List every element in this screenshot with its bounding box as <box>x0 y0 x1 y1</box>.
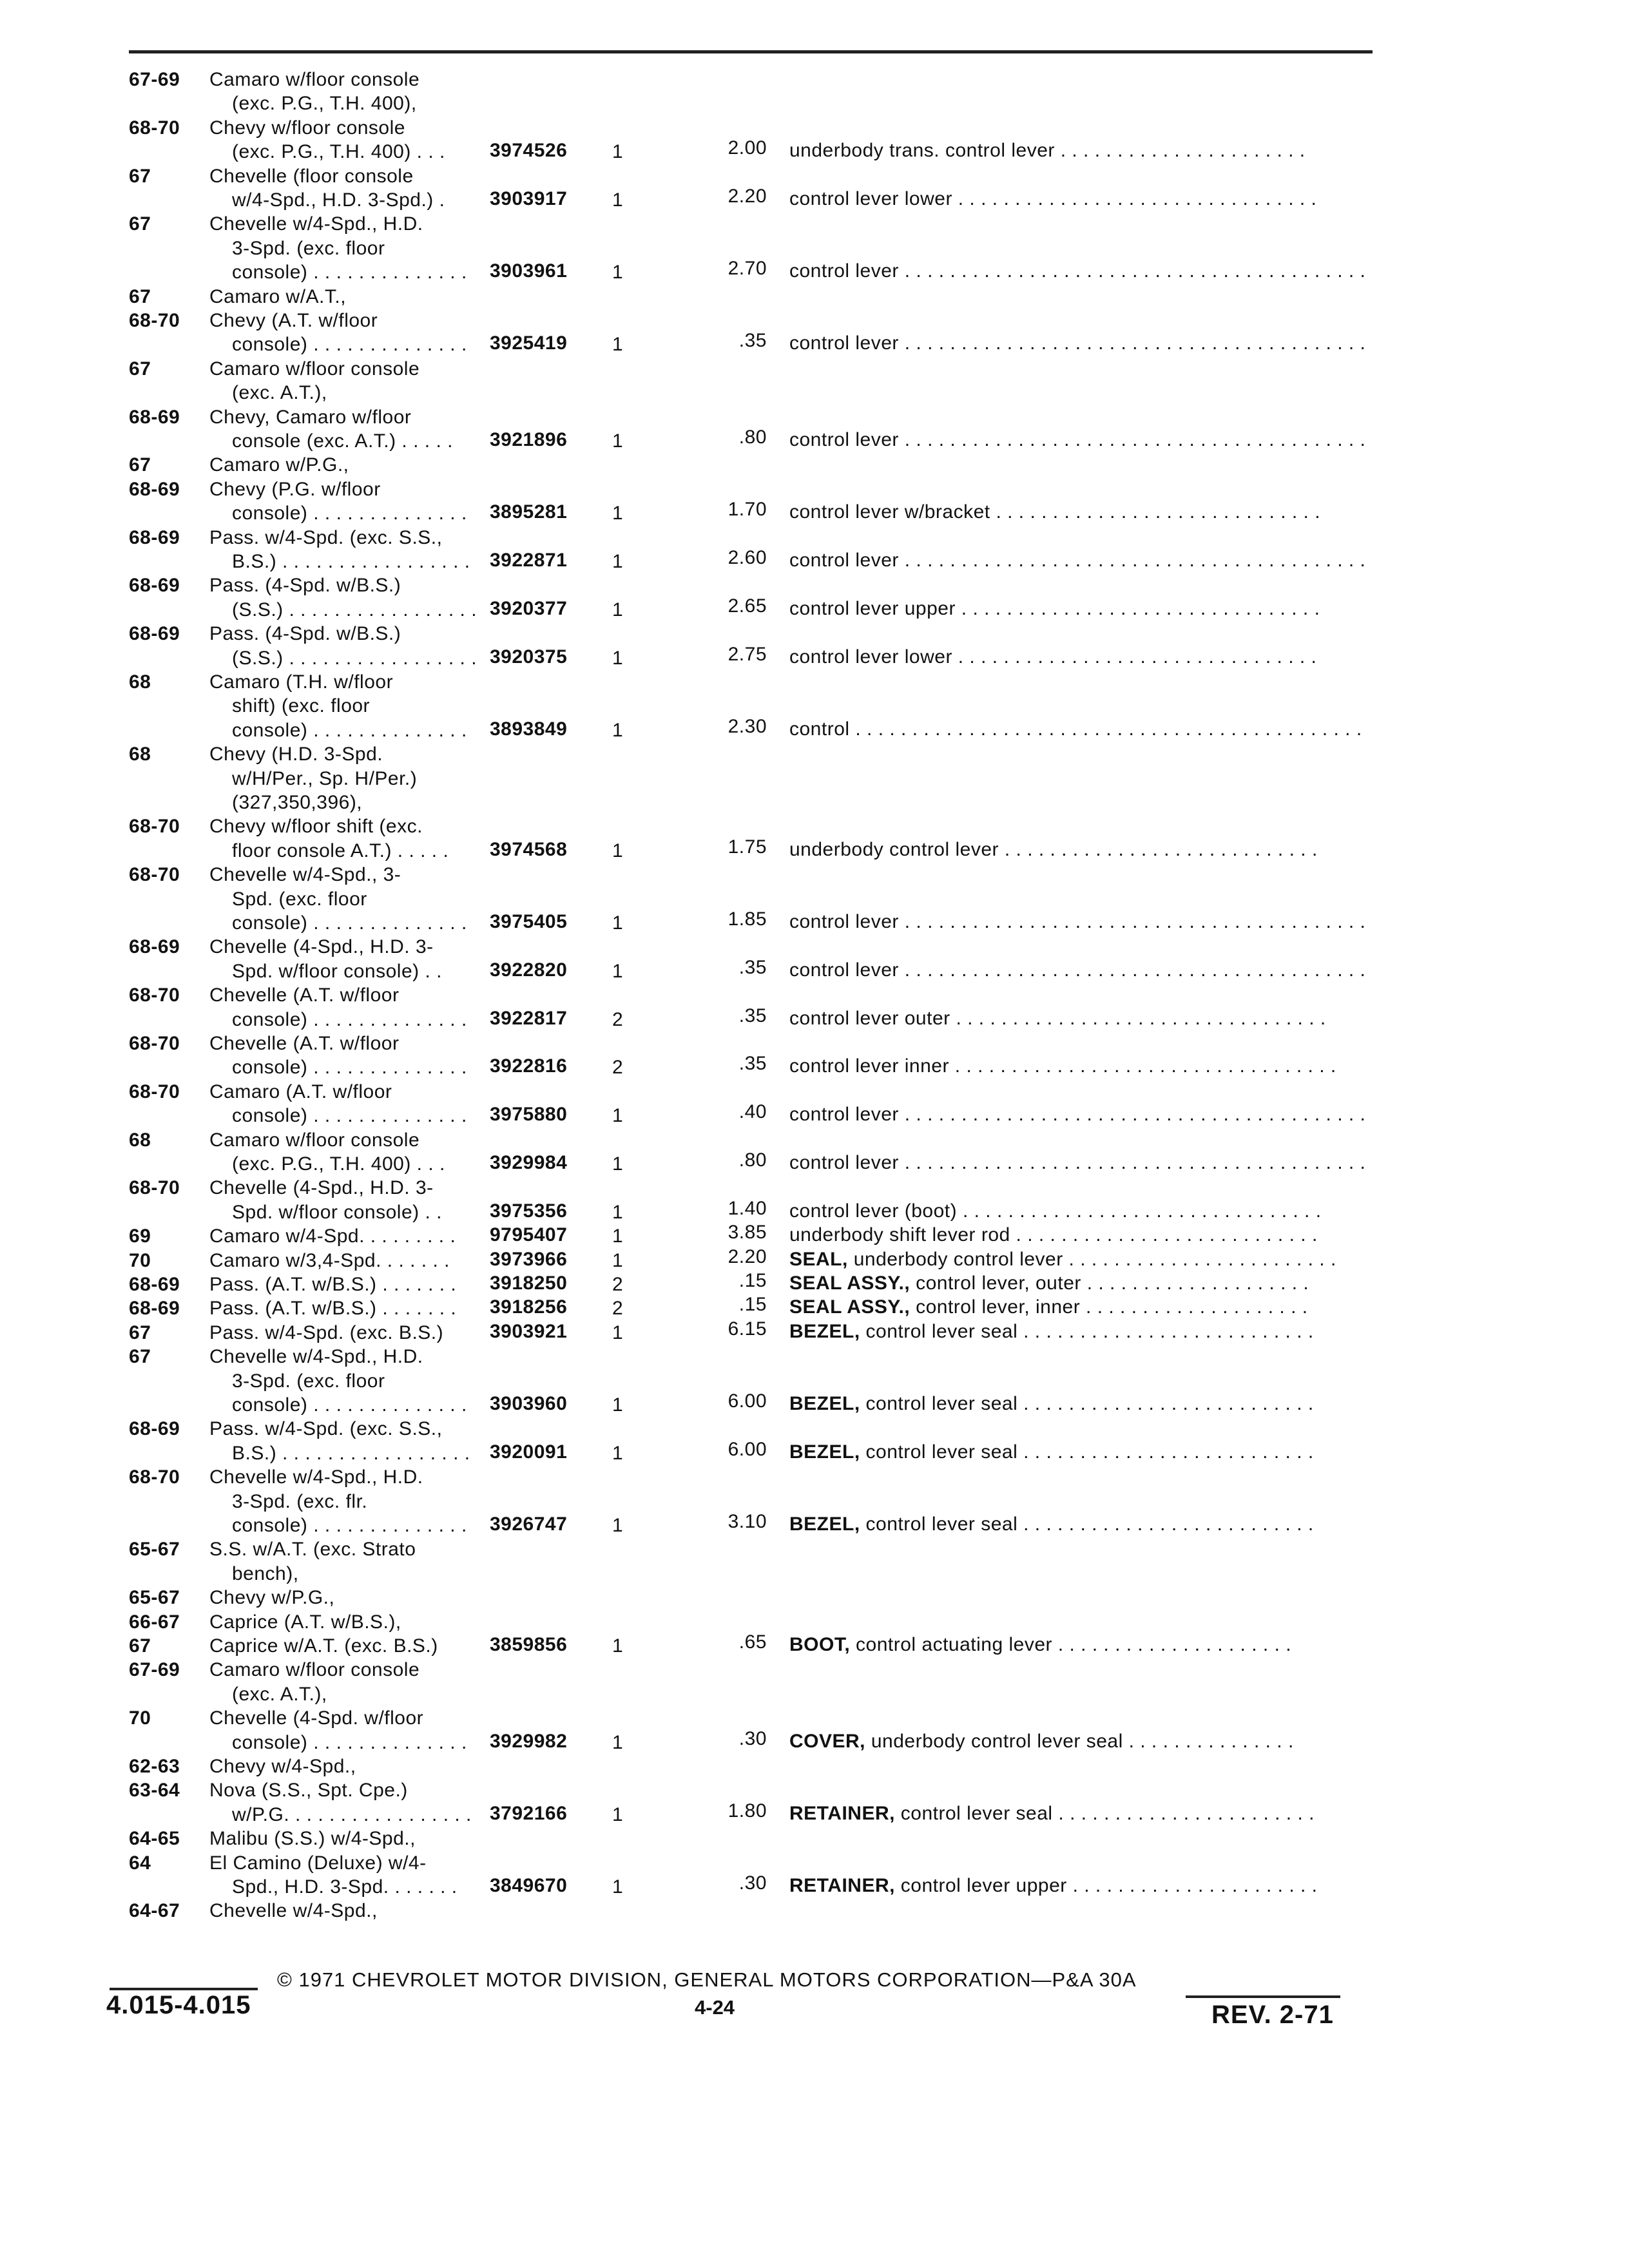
application-text: Pass. (A.T. w/B.S.) . . . . . . . <box>209 1298 457 1319</box>
part-number: 3974568 <box>490 839 568 860</box>
model-years: 66-67 <box>129 1611 180 1633</box>
part-number: 3792166 <box>490 1803 568 1824</box>
application-text: (S.S.) . . . . . . . . . . . . . . . . . <box>232 648 477 669</box>
footer-rule-right <box>1186 1995 1340 1998</box>
part-description <box>789 187 1373 211</box>
part-number: 3974526 <box>490 140 568 161</box>
quantity: 2 <box>612 1298 624 1319</box>
application-text: El Camino (Deluxe) w/4- <box>209 1852 427 1874</box>
application-text: (exc. P.G., T.H. 400) . . . <box>232 141 445 162</box>
description-text: control lever . . . . . . . . . . . . . . . . . . . . . . . . . . . . . . . . . . . . . . . . . <box>789 332 1366 354</box>
description-text: control lever outer . . . . . . . . . . . . . . . . . . . . . . . . . . . . . . . . . <box>789 1008 1326 1029</box>
application-text: console) . . . . . . . . . . . . . . <box>232 334 467 355</box>
part-name: RETAINER, <box>789 1875 895 1896</box>
quantity: 1 <box>612 648 624 669</box>
quantity: 1 <box>612 503 624 524</box>
description-text: control lever seal . . . . . . . . . . . . . . . . . . . . . . . <box>894 1803 1315 1824</box>
application-text: Camaro w/floor console <box>209 1129 420 1151</box>
application-text: Camaro w/A.T., <box>209 286 347 307</box>
quantity: 1 <box>612 1202 624 1223</box>
application-text: w/H/Per., Sp. H/Per.) <box>232 768 418 789</box>
model-years: 64-65 <box>129 1828 180 1849</box>
price: .80 <box>738 1149 767 1171</box>
model-years: 70 <box>129 1707 151 1729</box>
description-text: underbody control lever . . . . . . . . . . . . . . . . . . . . . . . . <box>847 1249 1336 1270</box>
part-description <box>789 1247 1373 1271</box>
description-text: control lever seal . . . . . . . . . . . . . . . . . . . . . . . . . . <box>860 1321 1314 1342</box>
description-text: control lever, inner . . . . . . . . . . . . . . . . . . . . <box>910 1296 1308 1318</box>
application-text: Chevelle (4-Spd. w/floor <box>209 1707 424 1729</box>
application-text: Chevelle (A.T. w/floor <box>209 985 400 1006</box>
price: 2.20 <box>728 1246 767 1267</box>
part-number: 3929982 <box>490 1731 568 1752</box>
part-description <box>789 597 1373 620</box>
price: .35 <box>738 1005 767 1026</box>
application-text: console (exc. A.T.) . . . . . <box>232 430 453 452</box>
price: .30 <box>738 1872 767 1894</box>
model-years: 65-67 <box>129 1539 180 1560</box>
part-description <box>789 1392 1373 1416</box>
part-name: RETAINER, <box>789 1803 895 1824</box>
part-name: COVER, <box>789 1731 866 1752</box>
description-text: control lever seal . . . . . . . . . . . . . . . . . . . . . . . . . . <box>860 1514 1314 1535</box>
model-years: 68-69 <box>129 1298 180 1319</box>
application-text: w/P.G. . . . . . . . . . . . . . . . . <box>232 1804 472 1825</box>
part-name: SEAL ASSY., <box>789 1273 911 1294</box>
application-text: Camaro (T.H. w/floor <box>209 671 394 693</box>
description-text: underbody shift lever rod . . . . . . . . . . . . . . . . . . . . . . . . . . . <box>789 1224 1318 1245</box>
quantity: 1 <box>612 912 624 934</box>
application-text: Camaro w/floor console <box>209 358 420 380</box>
description-text: control lever . . . . . . . . . . . . . . . . . . . . . . . . . . . . . . . . . . . . . . . . . <box>789 959 1366 981</box>
application-text: console) . . . . . . . . . . . . . . <box>232 912 467 934</box>
application-text: Chevelle w/4-Spd., H.D. <box>209 1346 423 1367</box>
description-text: control lever inner . . . . . . . . . . . . . . . . . . . . . . . . . . . . . . . . . . <box>789 1055 1336 1077</box>
model-years: 68-70 <box>129 1033 180 1054</box>
model-years: 68-69 <box>129 407 180 428</box>
quantity: 1 <box>612 599 624 620</box>
application-text: Spd. (exc. floor <box>232 889 367 910</box>
price: .35 <box>738 1053 767 1074</box>
part-description <box>789 1151 1373 1175</box>
quantity: 1 <box>612 430 624 452</box>
part-number: 9795407 <box>490 1224 568 1245</box>
application-text: console) . . . . . . . . . . . . . . <box>232 1009 467 1030</box>
application-text: Pass. (4-Spd. w/B.S.) <box>209 575 401 596</box>
page-number: 4-24 <box>695 1996 735 2019</box>
footer-rule-left <box>110 1988 258 1990</box>
price: 6.00 <box>728 1390 767 1412</box>
application-text: Chevelle (4-Spd., H.D. 3- <box>209 936 434 957</box>
application-text: Camaro w/floor console <box>209 1659 420 1680</box>
application-text: Chevy, Camaro w/floor <box>209 407 412 428</box>
description-text: control lever . . . . . . . . . . . . . . . . . . . . . . . . . . . . . . . . . . . . . . . . . <box>789 550 1366 571</box>
model-years: 67-69 <box>129 1659 180 1680</box>
price: 3.85 <box>728 1222 767 1243</box>
application-text: bench), <box>232 1563 299 1584</box>
part-description <box>789 1199 1373 1223</box>
price: 2.30 <box>728 716 767 737</box>
description-text: control lever seal . . . . . . . . . . . . . . . . . . . . . . . . . . <box>860 1441 1314 1463</box>
model-years: 70 <box>129 1250 151 1271</box>
description-text: control lever . . . . . . . . . . . . . . . . . . . . . . . . . . . . . . . . . . . . . . . . . <box>789 260 1366 282</box>
part-description <box>789 1512 1373 1536</box>
application-text: B.S.) . . . . . . . . . . . . . . . . . <box>232 551 470 572</box>
part-description <box>789 1729 1373 1753</box>
part-description <box>789 1054 1373 1078</box>
application-text: console) . . . . . . . . . . . . . . <box>232 1057 467 1078</box>
model-years: 63-64 <box>129 1780 180 1801</box>
model-years: 68-69 <box>129 936 180 957</box>
part-number: 3975356 <box>490 1200 568 1222</box>
application-text: console) . . . . . . . . . . . . . . <box>232 720 467 741</box>
price: .35 <box>738 957 767 978</box>
model-years: 68-70 <box>129 310 180 331</box>
description-text: control lever (boot) . . . . . . . . . . . . . . . . . . . . . . . . . . . . . . . . <box>789 1200 1322 1222</box>
part-number: 3922817 <box>490 1008 568 1029</box>
model-years: 68-70 <box>129 1177 180 1198</box>
model-years: 68 <box>129 1129 151 1151</box>
part-name: BEZEL, <box>789 1441 860 1463</box>
application-text: (S.S.) . . . . . . . . . . . . . . . . . <box>232 599 477 620</box>
application-text: Chevy (P.G. w/floor <box>209 479 381 500</box>
part-description <box>789 139 1373 162</box>
model-years: 67 <box>129 1322 151 1343</box>
application-text: Camaro w/P.G., <box>209 454 349 476</box>
quantity: 1 <box>612 141 624 162</box>
application-text: Caprice (A.T. w/B.S.), <box>209 1611 401 1633</box>
price: 1.40 <box>728 1198 767 1219</box>
part-number: 3975405 <box>490 911 568 932</box>
part-name: SEAL ASSY., <box>789 1296 911 1318</box>
model-years: 67 <box>129 454 151 476</box>
price: 2.65 <box>728 595 767 617</box>
quantity: 1 <box>612 961 624 982</box>
price: .35 <box>738 330 767 351</box>
price: 2.00 <box>728 137 767 159</box>
application-text: Malibu (S.S.) w/4-Spd., <box>209 1828 416 1849</box>
quantity: 1 <box>612 1394 624 1416</box>
application-text: 3-Spd. (exc. flr. <box>232 1491 368 1512</box>
part-number: 3975880 <box>490 1104 568 1125</box>
application-text: (327,350,396), <box>232 792 363 813</box>
application-text: console) . . . . . . . . . . . . . . <box>232 1105 467 1126</box>
description-text: control actuating lever . . . . . . . . . . . . . . . . . . . . . <box>850 1634 1292 1655</box>
price: .15 <box>738 1270 767 1291</box>
quantity: 1 <box>612 1105 624 1126</box>
model-years: 67 <box>129 1346 151 1367</box>
part-description <box>789 910 1373 934</box>
part-description <box>789 428 1373 452</box>
model-years: 68 <box>129 744 151 765</box>
part-description <box>789 1802 1373 1825</box>
model-years: 68-70 <box>129 117 180 139</box>
model-years: 68-69 <box>129 1274 180 1295</box>
application-text: floor console A.T.) . . . . . <box>232 840 449 861</box>
quantity: 1 <box>612 840 624 861</box>
part-description <box>789 1320 1373 1343</box>
revision-label: REV. 2-71 <box>1211 2001 1334 2029</box>
application-text: Chevelle (A.T. w/floor <box>209 1033 400 1054</box>
application-text: Camaro w/floor console <box>209 69 420 90</box>
part-number: 3849670 <box>490 1875 568 1896</box>
application-text: (exc. P.G., T.H. 400) . . . <box>232 1153 445 1175</box>
application-text: Camaro (A.T. w/floor <box>209 1081 392 1102</box>
quantity: 2 <box>612 1057 624 1078</box>
description-text: control lever . . . . . . . . . . . . . . . . . . . . . . . . . . . . . . . . . . . . . . . . . <box>789 1152 1366 1173</box>
application-text: Chevy w/P.G., <box>209 1587 335 1608</box>
quantity: 1 <box>612 1153 624 1175</box>
part-description <box>789 500 1373 524</box>
model-years: 67 <box>129 213 151 235</box>
application-text: console) . . . . . . . . . . . . . . <box>232 1394 467 1416</box>
part-number: 3922871 <box>490 550 568 571</box>
price: 2.60 <box>728 547 767 568</box>
price: 1.85 <box>728 908 767 930</box>
description-text: underbody control lever seal . . . . . . . . . . . . . . . <box>865 1731 1294 1752</box>
part-description <box>789 548 1373 572</box>
application-text: Chevy w/floor console <box>209 117 405 139</box>
model-years: 68-70 <box>129 864 180 885</box>
description-text: control lever lower . . . . . . . . . . . . . . . . . . . . . . . . . . . . . . . . <box>789 188 1317 209</box>
quantity: 2 <box>612 1274 624 1295</box>
price: .30 <box>738 1728 767 1749</box>
price: 2.70 <box>728 258 767 279</box>
part-number: 3903921 <box>490 1321 568 1342</box>
price: 1.80 <box>728 1800 767 1821</box>
copyright-line: © 1971 CHEVROLET MOTOR DIVISION, GENERAL MOTORS CORPORATION—P&A 30A <box>277 1968 1137 1991</box>
quantity: 1 <box>612 551 624 572</box>
part-number: 3918256 <box>490 1296 568 1318</box>
price: .65 <box>738 1631 767 1653</box>
application-text: Chevelle (floor console <box>209 166 414 187</box>
description-text: control lever, outer . . . . . . . . . . . . . . . . . . . . <box>910 1273 1309 1294</box>
part-number: 3903960 <box>490 1393 568 1414</box>
application-text: Caprice w/A.T. (exc. B.S.) <box>209 1635 438 1657</box>
description-text: control lever . . . . . . . . . . . . . . . . . . . . . . . . . . . . . . . . . . . . . . . . . <box>789 911 1366 932</box>
part-description <box>789 838 1373 861</box>
model-years: 65-67 <box>129 1587 180 1608</box>
price: 6.15 <box>728 1318 767 1340</box>
application-text: (exc. A.T.), <box>232 1684 327 1705</box>
application-text: shift) (exc. floor <box>232 695 371 716</box>
description-text: control lever upper . . . . . . . . . . . . . . . . . . . . . . . . . . . . . . . . <box>789 598 1320 619</box>
part-name: BOOT, <box>789 1634 851 1655</box>
application-text: Pass. w/4-Spd. (exc. B.S.) <box>209 1322 444 1343</box>
application-text: console) . . . . . . . . . . . . . . <box>232 503 467 524</box>
part-number: 3925419 <box>490 332 568 354</box>
model-years: 68-69 <box>129 623 180 644</box>
application-text: Camaro w/3,4-Spd. . . . . . . <box>209 1250 450 1271</box>
part-description <box>789 259 1373 283</box>
application-text: Chevelle w/4-Spd., 3- <box>209 864 401 885</box>
part-name: BEZEL, <box>789 1514 860 1535</box>
quantity: 1 <box>612 1250 624 1271</box>
price: 3.10 <box>728 1511 767 1532</box>
model-years: 67 <box>129 358 151 380</box>
part-number: 3920375 <box>490 646 568 668</box>
model-years: 68-69 <box>129 479 180 500</box>
part-description <box>789 717 1373 741</box>
model-years: 64-67 <box>129 1900 180 1921</box>
top-rule <box>129 50 1373 53</box>
price: .40 <box>738 1101 767 1122</box>
model-years: 67 <box>129 286 151 307</box>
price: 6.00 <box>728 1439 767 1460</box>
price: .15 <box>738 1294 767 1315</box>
part-number: 3929984 <box>490 1152 568 1173</box>
part-description <box>789 1271 1373 1295</box>
application-text: B.S.) . . . . . . . . . . . . . . . . . <box>232 1443 470 1464</box>
application-text: Nova (S.S., Spt. Cpe.) <box>209 1780 408 1801</box>
part-description <box>789 331 1373 355</box>
application-text: w/4-Spd., H.D. 3-Spd.) . <box>232 189 445 211</box>
description-text: control lever . . . . . . . . . . . . . . . . . . . . . . . . . . . . . . . . . . . . . . . . . <box>789 429 1366 450</box>
part-number: 3903917 <box>490 188 568 209</box>
model-years: 68-69 <box>129 575 180 596</box>
model-years: 67 <box>129 166 151 187</box>
part-name: BEZEL, <box>789 1393 860 1414</box>
quantity: 1 <box>612 1804 624 1825</box>
application-text: 3-Spd. (exc. floor <box>232 238 385 259</box>
group-number: 4.015-4.015 <box>106 1991 251 2019</box>
quantity: 1 <box>612 1876 624 1898</box>
part-description <box>789 645 1373 669</box>
model-years: 64 <box>129 1852 151 1874</box>
application-text: Chevelle w/4-Spd., H.D. <box>209 213 423 235</box>
application-text: 3-Spd. (exc. floor <box>232 1370 385 1392</box>
model-years: 68-70 <box>129 816 180 837</box>
application-text: Spd. w/floor console) . . <box>232 961 442 982</box>
description-text: underbody control lever . . . . . . . . . . . . . . . . . . . . . . . . . . . . <box>789 839 1318 860</box>
model-years: 67-69 <box>129 69 180 90</box>
quantity: 1 <box>612 1515 624 1536</box>
price: 1.75 <box>728 836 767 858</box>
model-years: 68-69 <box>129 527 180 548</box>
part-name: BEZEL, <box>789 1321 860 1342</box>
part-description <box>789 1440 1373 1464</box>
application-text: Chevy w/floor shift (exc. <box>209 816 423 837</box>
quantity: 1 <box>612 1635 624 1657</box>
part-number: 3973966 <box>490 1249 568 1270</box>
quantity: 1 <box>612 1732 624 1753</box>
part-number: 3920377 <box>490 598 568 619</box>
application-text: Chevelle w/4-Spd., <box>209 1900 378 1921</box>
part-number: 3903961 <box>490 260 568 282</box>
part-number: 3926747 <box>490 1514 568 1535</box>
model-years: 68-69 <box>129 1418 180 1439</box>
price: 2.20 <box>728 186 767 207</box>
application-text: Spd. w/floor console) . . <box>232 1202 442 1223</box>
model-years: 68 <box>129 671 151 693</box>
quantity: 1 <box>612 720 624 741</box>
part-description <box>789 1295 1373 1319</box>
description-text: control lever seal . . . . . . . . . . . . . . . . . . . . . . . . . . <box>860 1393 1314 1414</box>
part-description <box>789 1102 1373 1126</box>
application-text: Pass. w/4-Spd. (exc. S.S., <box>209 527 443 548</box>
quantity: 1 <box>612 1322 624 1343</box>
application-text: Chevelle w/4-Spd., H.D. <box>209 1466 423 1488</box>
quantity: 1 <box>612 1225 624 1247</box>
quantity: 1 <box>612 262 624 283</box>
price: .80 <box>738 427 767 448</box>
part-number: 3859856 <box>490 1634 568 1655</box>
quantity: 1 <box>612 1443 624 1464</box>
part-number: 3893849 <box>490 718 568 740</box>
part-description <box>789 1006 1373 1030</box>
application-text: Pass. w/4-Spd. (exc. S.S., <box>209 1418 443 1439</box>
description-text: control . . . . . . . . . . . . . . . . . . . . . . . . . . . . . . . . . . . . . . . . . . . . . <box>789 718 1362 740</box>
part-number: 3918250 <box>490 1273 568 1294</box>
part-number: 3922816 <box>490 1055 568 1077</box>
part-number: 3895281 <box>490 501 568 523</box>
application-text: Camaro w/4-Spd. . . . . . . . . <box>209 1225 456 1247</box>
part-description <box>789 958 1373 982</box>
model-years: 68-70 <box>129 1081 180 1102</box>
application-text: Spd., H.D. 3-Spd. . . . . . . <box>232 1876 458 1898</box>
price: 1.70 <box>728 499 767 520</box>
part-number: 3920091 <box>490 1441 568 1463</box>
part-name: SEAL, <box>789 1249 848 1270</box>
description-text: control lever w/bracket . . . . . . . . . . . . . . . . . . . . . . . . . . . . . <box>789 501 1321 523</box>
model-years: 67 <box>129 1635 151 1657</box>
application-text: Chevy w/4-Spd., <box>209 1756 356 1777</box>
model-years: 69 <box>129 1225 151 1247</box>
description-text: control lever . . . . . . . . . . . . . . . . . . . . . . . . . . . . . . . . . . . . . . . . . <box>789 1104 1366 1125</box>
quantity: 2 <box>612 1009 624 1030</box>
model-years: 62-63 <box>129 1756 180 1777</box>
price: 2.75 <box>728 644 767 665</box>
application-text: S.S. w/A.T. (exc. Strato <box>209 1539 416 1560</box>
model-years: 68-70 <box>129 1466 180 1488</box>
description-text: control lever upper . . . . . . . . . . . . . . . . . . . . . . <box>894 1875 1318 1896</box>
part-number: 3922820 <box>490 959 568 981</box>
application-text: (exc. P.G., T.H. 400), <box>232 93 417 114</box>
application-text: console) . . . . . . . . . . . . . . <box>232 262 467 283</box>
part-description <box>789 1874 1373 1898</box>
application-text: Chevy (H.D. 3-Spd. <box>209 744 383 765</box>
model-years: 68-70 <box>129 985 180 1006</box>
application-text: console) . . . . . . . . . . . . . . <box>232 1732 467 1753</box>
part-number: 3921896 <box>490 429 568 450</box>
application-text: Chevelle (4-Spd., H.D. 3- <box>209 1177 434 1198</box>
part-description <box>789 1223 1373 1247</box>
application-text: (exc. A.T.), <box>232 382 327 403</box>
description-text: control lever lower . . . . . . . . . . . . . . . . . . . . . . . . . . . . . . . . <box>789 646 1317 668</box>
description-text: underbody trans. control lever . . . . . . . . . . . . . . . . . . . . . . <box>789 140 1306 161</box>
part-description <box>789 1633 1373 1657</box>
application-text: console) . . . . . . . . . . . . . . <box>232 1515 467 1536</box>
quantity: 1 <box>612 189 624 211</box>
application-text: Pass. (4-Spd. w/B.S.) <box>209 623 401 644</box>
application-text: Chevy (A.T. w/floor <box>209 310 378 331</box>
application-text: Pass. (A.T. w/B.S.) . . . . . . . <box>209 1274 457 1295</box>
quantity: 1 <box>612 334 624 355</box>
